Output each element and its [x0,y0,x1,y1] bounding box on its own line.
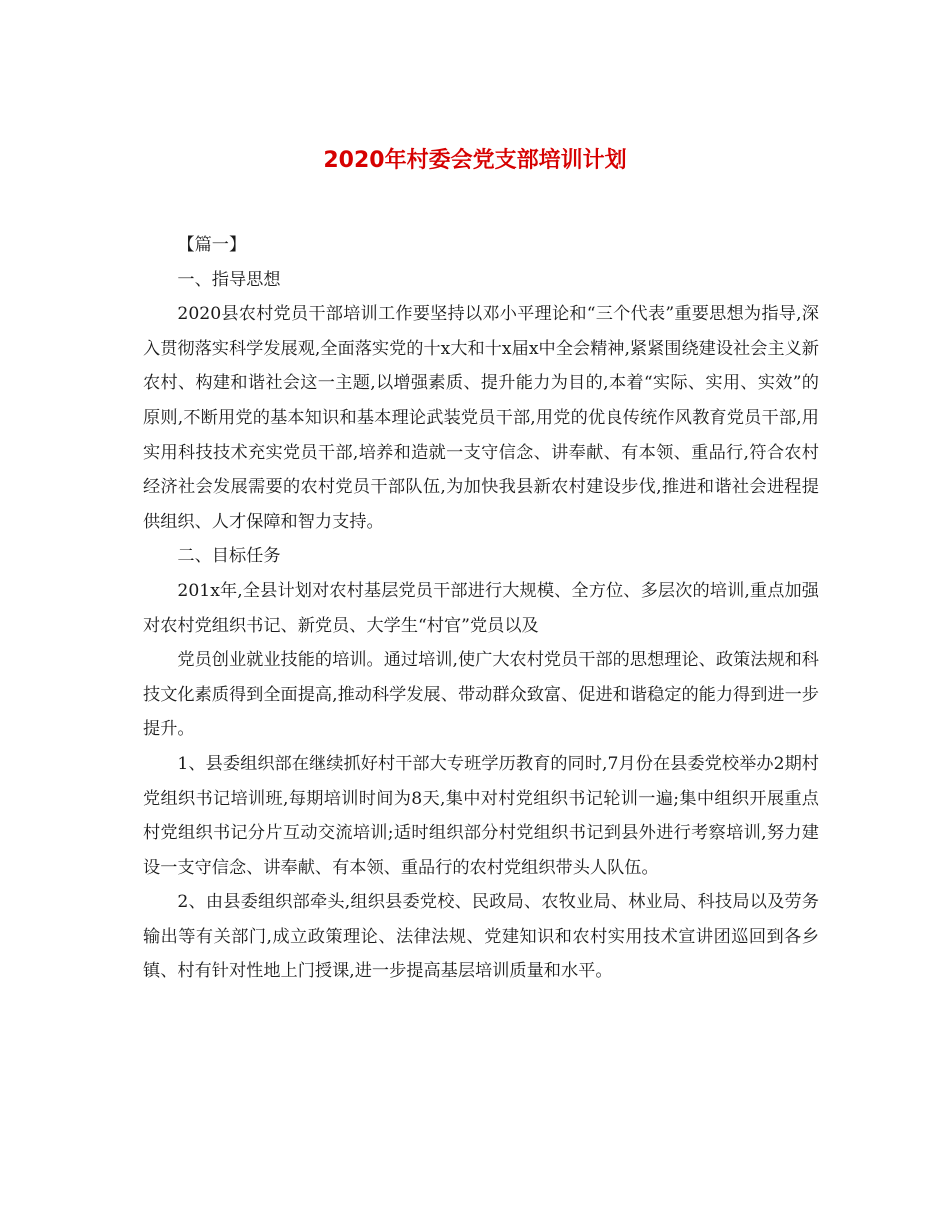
body-paragraph: 1、县委组织部在继续抓好村干部大专班学历教育的同时,7月份在县委党校举办2期村党组织书记培训班,每期培训时间为8天,集中对村党组织书记轮训一遍;集中组织开展重点村党组织书记分片互动交流培训;适时组织部分村党组织书记到县外进行考察培训,努力建设一支守信念、讲奉献、有本领、重品行的农村党组织带头人队伍。 [143,753,819,878]
body-paragraph: 2020县农村党员干部培训工作要坚持以邓小平理论和“三个代表”重要思想为指导,深入贯彻落实科学发展观,全面落实党的十x大和十x届x中全会精神,紧紧围绕建设社会主义新农村、构建和谐社会这一主题,以增强素质、提升能力为目的,本着“实际、实用、实效”的原则,不断用党的基本知识和基本理论武装党员干部,用党的优良传统作风教育党员干部,用实用科技技术充实党员干部,培养和造就一支守信念、讲奉献、有本领、重品行,符合农村经济社会发展需要的农村党员干部队伍,为加快我县新农村建设步伐,推进和谐社会进程提供组织、人才保障和智力支持。 [143,304,819,532]
document-body [143,228,819,989]
section-heading: 二、目标任务 [177,546,281,567]
body-paragraph: 2、由县委组织部牵头,组织县委党校、民政局、农牧业局、林业局、科技局以及劳务输出等有关部门,成立政策理论、法律法规、党建知识和农村实用技术宣讲团巡回到各乡镇、村有针对性地上门授课,进一步提高基层培训质量和水平。 [143,892,819,982]
section-heading: 一、指导思想 [177,269,281,290]
section-marker: 【篇一】 [177,235,247,255]
body-paragraph: 201x年,全县计划对农村基层党员干部进行大规模、全方位、多层次的培训,重点加强对农村党组织书记、新党员、大学生“村官”党员以及 [143,580,819,636]
document-title: 2020年村委会党支部培训计划 [323,148,627,173]
body-paragraph: 党员创业就业技能的培训。通过培训,使广大农村党员干部的思想理论、政策法规和科技文化素质得到全面提高,推动科学发展、带动群众致富、促进和谐稳定的能力得到进一步提升。 [143,650,819,740]
